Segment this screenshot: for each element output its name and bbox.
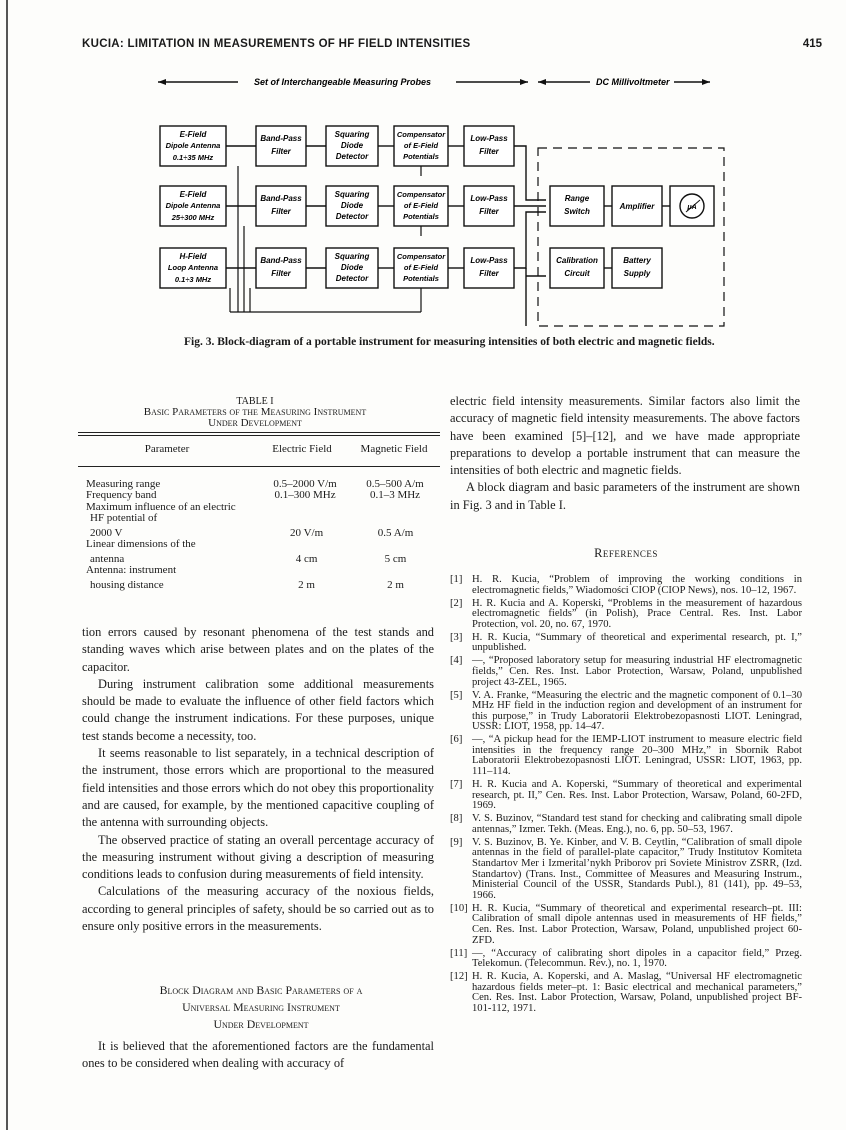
lowpass-2-box: [464, 186, 514, 226]
references-list: [450, 575, 802, 1017]
svg-text:Range: Range: [564, 194, 590, 203]
svg-text:of E-Field: of E-Field: [403, 201, 439, 210]
table-cell: 5 cm: [384, 552, 407, 565]
table-cell: housing distance: [90, 578, 164, 591]
table-cell: [260, 502, 350, 514]
running-header: KUCIA: LIMITATION IN MEASUREMENTS OF HF FIELD INTENSITIES: [82, 38, 471, 50]
svg-text:Band-Pass: Band-Pass: [260, 194, 302, 203]
svg-text:Filter: Filter: [479, 207, 499, 216]
table-cell: 0.5–2000 V/m: [273, 477, 337, 490]
lowpass-outputs: [514, 146, 546, 326]
table-cell: Frequency band: [86, 489, 157, 501]
svg-text:Dipole Antenna: Dipole Antenna: [165, 141, 221, 150]
table-label: TABLE I: [236, 396, 274, 407]
page-left-edge: [6, 0, 8, 1130]
svg-text:Compensator: Compensator: [396, 130, 446, 139]
svg-text:Diode: Diode: [340, 201, 364, 210]
table-row: [78, 580, 440, 592]
paragraph: It seems reasonable to list separately, in a technical description of the instrument, those errors which are proportional to the measured field intensities and those errors which do not obey this proportionality and are caused, for example, by the mentioned capacitive coupling of the antenna with surrounding objects.: [82, 746, 434, 830]
reference-text: V. S. Buzinov, B. Ye. Kinber, and V. B. Ceytlin, “Calibration of small dipole antennas in the field of parallel-plate capacitor,” Trudy Institutov Komiteta Standartov Mer i Izmerital’nykh Priborov pri Soviete Ministrov ZSRR, (Izd. Standartov) (Trans. Inst., Committee of Measures and Measuring Instrum., Ministerial Council of the USSR, Standards Publ.), 81 (141), pp. 49–53, 1966.: [472, 836, 802, 901]
table-cell: [262, 513, 351, 525]
reference-text: H. R. Kucia, A. Koperski, and A. Maslag, “Universal HF electromagnetic hazardous fields meter–pt. 1: Basic electrical and mechanical parameters,” Cen. Res. Inst. Labor Protection, Warsaw, Poland, unpublished project BF-101-112, 1971.: [472, 971, 802, 1014]
svg-text:Dipole Antenna: Dipole Antenna: [165, 201, 221, 210]
range-switch-box: [550, 186, 604, 226]
reference-number: [5]: [450, 689, 463, 701]
reference-text: V. A. Franke, “Measuring the electric and the magnetic component of 0.1–30 MHz HF field in the induction region and development of an instrument for this purpose,” in Trudy Laboratorii Elektrobezopasnosti LIOT. Leningrad, USSR: LIOT, 1958, pp. 14–47.: [472, 689, 802, 733]
svg-text:Squaring: Squaring: [334, 252, 370, 261]
reference-number: [12]: [450, 971, 468, 983]
reference-text: H. R. Kucia and A. Koperski, “Summary of theoretical and experimental research, pt. II,” Cen. Res. Inst. Labor Protection, Warsaw, Poland, 60-2FD, 1969.: [472, 779, 802, 812]
svg-text:Detector: Detector: [335, 152, 369, 161]
paragraph: It is believed that the aforementioned factors are the fundamental ones to be considered when dealing with accuracy of: [82, 1039, 434, 1071]
svg-text:Potentials: Potentials: [403, 212, 439, 221]
table-cell: 2 m: [387, 578, 404, 591]
battery-box: [612, 248, 662, 288]
table-cell: 0.1–3 MHz: [369, 489, 421, 501]
reference-text: H. R. Kucia, “Problem of improving the working conditions in electromagnetic fields,” Wiadomości CIOP (CIOP News), nos. 10–12, 1967.: [472, 574, 802, 596]
paragraph: electric field intensity measurements. Similar factors also limit the accuracy of magnetic field intensity measurements. The above factors have been examined [5]–[12], and we have made appropriate preparations to develop a portable instrument that can measure the intensities of both electric and magnetic fields.: [450, 394, 800, 478]
svg-text:Amplifier: Amplifier: [619, 202, 655, 211]
parameters-table: [78, 432, 440, 591]
table-cell: Maximum influence of an electric: [86, 500, 236, 513]
svg-text:Low-Pass: Low-Pass: [470, 134, 508, 143]
right-column: [450, 393, 800, 514]
table-cell: 0.5 A/m: [377, 526, 414, 539]
reference-number: [3]: [450, 631, 463, 643]
svg-text:of E-Field: of E-Field: [403, 263, 439, 272]
svg-text:Low-Pass: Low-Pass: [470, 256, 508, 265]
svg-text:H-Field: H-Field: [179, 252, 207, 261]
svg-text:Filter: Filter: [479, 269, 499, 278]
row-2: [160, 186, 514, 226]
table-subtitle: Under Development: [208, 417, 302, 429]
reference-number: [4]: [450, 655, 463, 667]
table-cell: 0.1–300 MHz: [274, 489, 336, 501]
table-cell: [350, 539, 440, 551]
svg-text:Diode: Diode: [340, 141, 364, 150]
reference-item: [450, 656, 802, 688]
table-cell: [260, 539, 350, 551]
svg-text:0.1÷3 MHz: 0.1÷3 MHz: [174, 275, 212, 284]
svg-text:Diode: Diode: [340, 263, 364, 272]
lowpass-1-box: [464, 126, 514, 166]
table-cell: [351, 513, 440, 525]
svg-text:Circuit: Circuit: [564, 269, 590, 278]
svg-text:Detector: Detector: [335, 212, 369, 221]
reference-item: [450, 780, 802, 812]
svg-text:Loop Antenna: Loop Antenna: [167, 263, 219, 272]
svg-text:Supply: Supply: [623, 269, 651, 278]
table-cell: 20 V/m: [290, 526, 324, 539]
bandpass-3-box: [256, 248, 306, 288]
left-column-tail: [82, 1038, 434, 1073]
table-cell: 2 m: [298, 578, 315, 591]
reference-item: [450, 633, 802, 654]
table-cell: Measuring range: [86, 477, 161, 490]
figure-caption: Fig. 3. Block-diagram of a portable instrument for measuring intensities of both electric and magnetic fields.: [184, 336, 715, 348]
table-cell: [350, 502, 440, 514]
table-cell: 2000 V: [90, 526, 123, 539]
reference-number: [11]: [450, 947, 468, 959]
reference-item: [450, 691, 802, 733]
reference-item: [450, 972, 802, 1014]
row-3: [160, 248, 514, 288]
reference-number: [8]: [450, 813, 463, 825]
meter-symbol: μA: [687, 204, 697, 211]
table-cell: Antenna: instrument: [86, 564, 177, 576]
table-row: [78, 490, 440, 502]
svg-text:Band-Pass: Band-Pass: [260, 256, 302, 265]
svg-text:25÷300 MHz: 25÷300 MHz: [171, 213, 215, 222]
svg-text:Switch: Switch: [564, 207, 590, 216]
svg-text:Squaring: Squaring: [334, 190, 370, 199]
svg-text:Filter: Filter: [271, 147, 291, 156]
svg-text:Compensator: Compensator: [396, 252, 446, 261]
meter-label: DC Millivoltmeter: [596, 77, 670, 87]
table-cell: [350, 565, 440, 577]
table-cell: Linear dimensions of the: [86, 538, 196, 550]
reference-item: [450, 838, 802, 902]
section-heading: Block Diagram and Basic Parameters of a Universal Measuring Instrument Under Development: [159, 983, 363, 1031]
reference-number: [6]: [450, 734, 463, 746]
table-title: Basic Parameters of the Measuring Instrument: [143, 406, 367, 418]
svg-text:Calibration: Calibration: [556, 256, 598, 265]
svg-text:E-Field: E-Field: [179, 130, 207, 139]
reference-item: [450, 814, 802, 835]
reference-item: [450, 599, 802, 631]
svg-text:of E-Field: of E-Field: [403, 141, 439, 150]
table-cell: [260, 565, 350, 577]
table-row: [78, 513, 440, 525]
reference-item: [450, 904, 802, 946]
references-heading: References: [594, 546, 658, 560]
bandpass-2-box: [256, 186, 306, 226]
table-row: [78, 539, 440, 551]
table-cell: antenna: [90, 552, 125, 565]
probes-label: Set of Interchangeable Measuring Probes: [254, 77, 432, 87]
reference-number: [1]: [450, 574, 463, 585]
reference-text: H. R. Kucia, “Summary of theoretical and experimental research–pt. III: Calibration of small dipole antennas used in measurements of HF fields,” Cen. Res. Inst. Labor Protection, Warsaw, Poland, unpublished project 60-ZFD.: [472, 902, 802, 946]
svg-text:Low-Pass: Low-Pass: [470, 194, 508, 203]
reference-text: H. R. Kucia, “Summary of theoretical and experimental research, pt. I,” unpublished.: [472, 631, 802, 654]
svg-text:Squaring: Squaring: [334, 130, 370, 139]
reference-number: [7]: [450, 779, 463, 791]
svg-text:Potentials: Potentials: [403, 274, 439, 283]
paragraph: tion errors caused by resonant phenomena of the test stands and standing waves which arise between plates and on the plates of the capacitor.: [82, 625, 434, 674]
table-row: [78, 565, 440, 577]
reference-text: —, “Proposed laboratory setup for measuring industrial HF electromagnetic fields,” Cen. Res. Inst. Labor Protection, Warsaw, Poland, unpublished project 43-ZEL, 1965.: [472, 655, 802, 688]
svg-text:Compensator: Compensator: [396, 190, 446, 199]
reference-text: V. S. Buzinov, “Standard test stand for checking and calibrating small dipole antennas,” Izmer. Tekh. (Meas. Eng.), no. 6, pp. 50–53, 1967.: [472, 813, 802, 835]
page-number: 415: [802, 38, 822, 50]
table-cell: 4 cm: [295, 552, 318, 565]
svg-text:E-Field: E-Field: [179, 190, 207, 199]
svg-text:Battery: Battery: [623, 256, 651, 265]
reference-text: —, “Accuracy of calibrating short dipoles in a capacitor field,” Przeg. Telekomun. (Telecommun. Rev.), no. 1, 1970.: [472, 947, 802, 970]
calibration-box: [550, 248, 604, 288]
reference-number: [2]: [450, 597, 463, 609]
table-cell: HF potential of: [90, 512, 158, 524]
row-1: [160, 126, 514, 166]
table-body: [78, 467, 440, 592]
svg-text:0.1÷35 MHz: 0.1÷35 MHz: [172, 153, 214, 162]
svg-text:Band-Pass: Band-Pass: [260, 134, 302, 143]
paragraph: During instrument calibration some additional measurements should be made to evaluate the influence of other field factors which could change the instrument indications. For these purposes, unique test stands become a necessity, too.: [82, 676, 434, 743]
paragraph: The observed practice of stating an overall percentage accuracy of the measuring instrument without giving a description of measuring conditions leads to confusion during measurements of field intensity.: [82, 832, 434, 882]
paragraph: Calculations of the measuring accuracy of the noxious fields, according to general principles of safety, should be so carried out as to ensure only positive errors in the measurements.: [82, 884, 434, 934]
block-diagram: [150, 64, 740, 334]
reference-item: [450, 949, 802, 970]
table-cell: 0.5–500 A/m: [366, 477, 424, 490]
left-column: [82, 624, 434, 935]
reference-text: H. R. Kucia and A. Koperski, “Problems in the measurement of hazardous electromagnetic fields” (in Polish), Prace Central. Res. Inst. Labor Protection, vol. 20, no. 67, 1970.: [472, 597, 802, 630]
paragraph: A block diagram and basic parameters of the instrument are shown in Fig. 3 and in Table I.: [450, 480, 800, 512]
table-header-row: Parameter Electric Field Magnetic Field: [144, 443, 428, 455]
reference-number: [9]: [450, 836, 463, 848]
millivoltmeter-enclosure: [538, 148, 724, 326]
lowpass-3-box: [464, 248, 514, 288]
reference-item: [450, 735, 802, 777]
svg-text:Filter: Filter: [479, 147, 499, 156]
svg-text:Potentials: Potentials: [403, 152, 439, 161]
reference-item: [450, 575, 802, 596]
reference-text: —, “A pickup head for the IEMP-LIOT instrument to measure electric field intensities in the frequency range 20–300 MHz,” in Sbornik Rabot Laboratorii Elektrobezopasnosti LIOT. Leningrad, USSR: LIOT, 1963, pp. 111–114.: [472, 734, 802, 778]
reference-number: [10]: [450, 902, 468, 914]
svg-text:Detector: Detector: [335, 274, 369, 283]
svg-text:Filter: Filter: [271, 269, 291, 278]
svg-text:Filter: Filter: [271, 207, 291, 216]
bandpass-1-box: [256, 126, 306, 166]
